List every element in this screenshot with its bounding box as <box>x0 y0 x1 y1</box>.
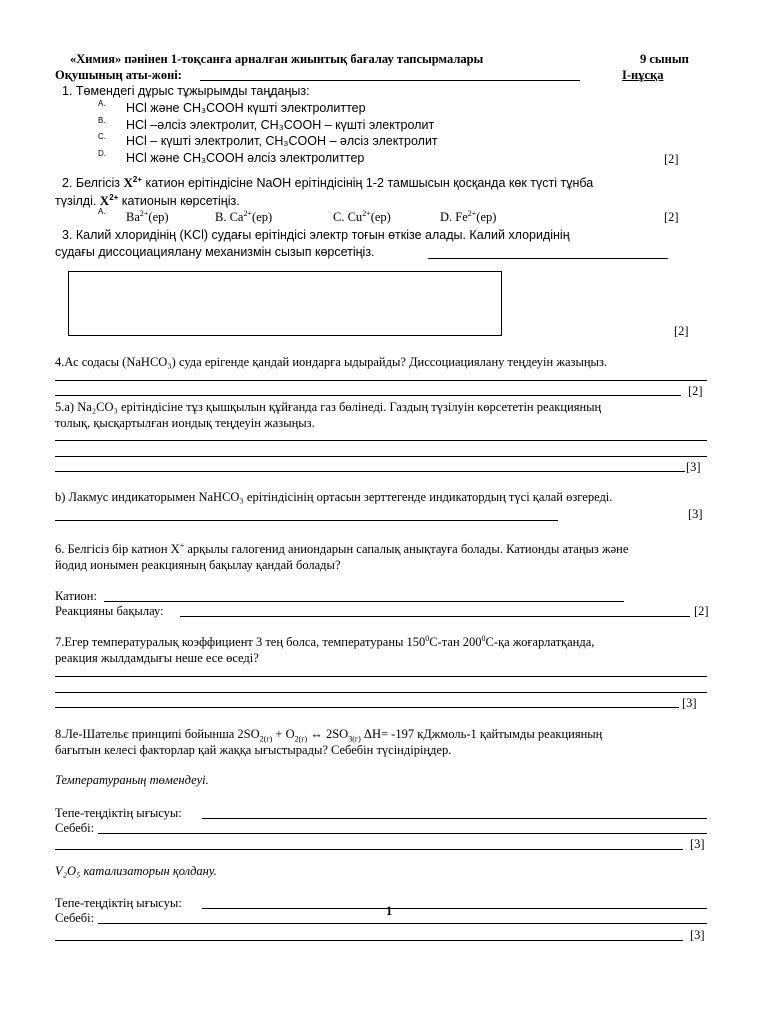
q8-part2-reason-field-1[interactable] <box>98 923 707 924</box>
q5a-answer-line-3[interactable] <box>55 471 685 472</box>
q8-part2-points: [3] <box>690 928 705 942</box>
q8-part1-title: Температураның төмендеуі. <box>55 773 209 787</box>
q1-option-c-letter: C. <box>98 132 106 141</box>
worksheet-title: «Химия» пәнінен 1-тоқсанға арналған жиынтық бағалау тапсырмалары <box>70 52 484 66</box>
q8-part1-reason-field-1[interactable] <box>98 833 707 834</box>
q6-points: [2] <box>694 604 709 618</box>
question-4-text: 4.Ас содасы (NaHCO₃) суда ерігенде қандай иондарға ыдырайды? Диссоциациялану теңдеуін жазыңыз. <box>55 355 608 369</box>
question-5b-text: b) Лакмус индикаторымен NaHCO₃ ерітіндісінің ортасын зерттегенде индикатордың түсі қалай өзгереді. <box>55 490 613 504</box>
question-3-line1: 3. Калий хлоридінің (KCl) судағы ерітіндісі электр тоғын өткізе алады. Калий хлоридінің <box>62 228 570 242</box>
q5a-answer-line-1[interactable] <box>55 440 707 441</box>
question-7-line2: реакция жылдамдығы неше есе өседі? <box>55 651 259 665</box>
q4-points: [2] <box>688 384 703 398</box>
q8-part2-shift-label: Тепе-теңдіктің ығысуы: <box>55 896 182 910</box>
question-2-line2: түзілді. $X^{2+}$ катионын көрсетіңіз. <box>55 192 240 208</box>
q5a-answer-line-2[interactable] <box>55 456 707 457</box>
q2-option-c[interactable]: C. $Cu^{2+}(ер)$ <box>333 208 391 224</box>
q1-option-a[interactable]: HCl және CH₃COOH күшті электролиттер <box>126 101 366 115</box>
q2-option-a-letter: A. <box>98 207 106 216</box>
q2-option-a[interactable]: $Ba^{2+}(ер)$ <box>126 208 169 224</box>
page-number: 1 <box>386 904 393 918</box>
grade-label: 9 сынып <box>640 52 689 66</box>
question-1-text: 1. Төмендегі дұрыс тұжырымды таңдаңыз: <box>62 84 310 98</box>
student-name-label: Оқушының аты-жөні: <box>55 68 182 82</box>
q6-control-label: Реакцияны бақылау: <box>55 604 164 618</box>
question-5a-line2: толық, қысқартылған иондық теңдеуін жазыңыз. <box>55 416 315 430</box>
q1-option-b-letter: B. <box>98 116 106 125</box>
q1-points: [2] <box>664 152 679 166</box>
q4-answer-line-1[interactable] <box>55 380 707 381</box>
question-2-line1: 2. Белгісіз $X^{2+}$ катион ерітіндісіне NaOH ерітіндісінің 1-2 тамшысын қосқанда көк түсті тұнба <box>62 174 594 190</box>
q1-option-d-letter: D. <box>98 149 106 158</box>
q8-part1-reason-label: Себебі: <box>55 821 95 835</box>
q8-part2-reason-label: Себебі: <box>55 911 95 925</box>
question-3-line2: судағы диссоциациялану механизмін сызып көрсетіңіз. <box>55 245 375 259</box>
q3-answer-line[interactable] <box>428 258 668 259</box>
q8-part2-title: V₂O₅ катализаторын қолдану. <box>55 864 217 878</box>
question-6-line1: 6. Белгісіз бір катион X+ арқылы галогенид аниондарын сапалық анықтауға болады. Катионды атаңыз және <box>55 540 629 556</box>
q5b-points: [3] <box>688 507 703 521</box>
q8-part1-points: [3] <box>690 837 705 851</box>
q3-points: [2] <box>674 324 689 338</box>
q2-option-b[interactable]: B. $Ca^{2+}(ер)$ <box>215 208 273 224</box>
q8-part1-shift-label: Тепе-теңдіктің ығысуы: <box>55 806 182 820</box>
q7-answer-line-2[interactable] <box>55 692 707 693</box>
q1-option-a-letter: A. <box>98 99 106 108</box>
student-name-field[interactable] <box>200 80 580 81</box>
q5a-points: [3] <box>686 460 701 474</box>
question-7-line1: 7.Егер температуралық коэффициент 3 тең болса, температураны $150^0С$-тан $200^0С-қа$ жоғарлатқанда, <box>55 633 595 649</box>
variant-label: I-нұсқа <box>622 68 664 82</box>
q2-points: [2] <box>664 210 679 224</box>
q4-answer-line-2[interactable] <box>55 395 681 396</box>
q3-drawing-box[interactable] <box>68 271 502 336</box>
q7-answer-line-3[interactable] <box>55 707 679 708</box>
q8-part2-shift-field[interactable] <box>202 908 707 909</box>
question-6-line2: йодид ионымен реакцияның бақылау қандай болады? <box>55 558 341 572</box>
q1-option-c[interactable]: HCl – күшті электролит, CH₃COOH – әлсіз электролит <box>126 134 438 148</box>
q6-cation-field[interactable] <box>104 601 624 602</box>
q6-cation-label: Катион: <box>55 589 97 603</box>
question-8-line2: бағытын келесі факторлар қай жаққа ығыстырады? Себебін түсіндіріңдер. <box>55 743 452 757</box>
question-5a-line1: 5.a) Na₂CO₃ ерітіндісіне тұз қышқылын құйғанда газ бөлінеді. Газдың түзілуін көрсететін реакцияның <box>55 400 602 414</box>
q8-part1-shift-field[interactable] <box>202 818 707 819</box>
q1-option-b[interactable]: HCl –әлсіз электролит, CH₃COOH – күшті электролит <box>126 118 435 132</box>
q7-answer-line-1[interactable] <box>55 676 707 677</box>
question-8-line1: 8.Ле-Шательє принципі бойынша $2SO_{2(г)} + O_{2(г)}$ ↔ $2SO_{3(г)}$ ΔH= -197 кДжмоль-1 қайтымды реакцияның <box>55 727 603 744</box>
q7-points: [3] <box>682 696 697 710</box>
q2-option-d[interactable]: D. $Fe^{2+}(ер)$ <box>440 208 497 224</box>
q6-control-field[interactable] <box>180 616 690 617</box>
q8-part1-reason-field-2[interactable] <box>55 849 683 850</box>
q5b-answer-line[interactable] <box>55 520 558 521</box>
q1-option-d[interactable]: HCl және CH₃COOH әлсіз электролиттер <box>126 151 365 165</box>
q8-part2-reason-field-2[interactable] <box>55 940 683 941</box>
